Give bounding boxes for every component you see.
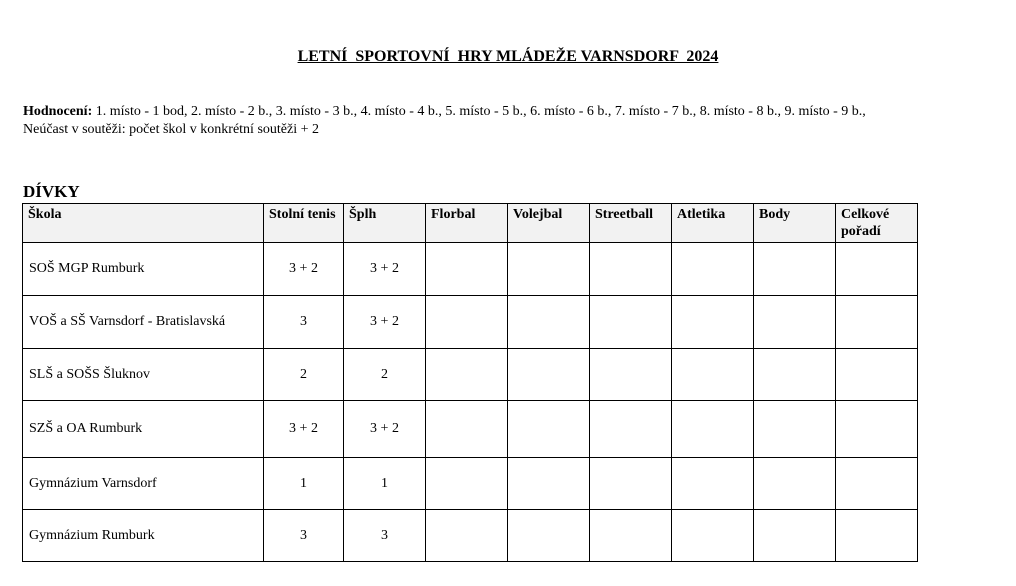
rules-label: Hodnocení: xyxy=(23,104,93,119)
rules-absence-text: Neúčast v soutěži: počet škol v konkrétní soutěži + 2 xyxy=(23,122,319,137)
rules-points-text: 1. místo - 1 bod, 2. místo - 2 b., 3. místo - 3 b., 4. místo - 4 b., 5. místo - 5 b., 6. místo - 6 b., 7. místo - 7 b., 8. místo - 8 b., 9. místo - 9 b., xyxy=(92,104,866,119)
table-row xyxy=(23,401,918,458)
cell-volleyball xyxy=(508,349,590,401)
cell-volleyball xyxy=(508,401,590,458)
table-row xyxy=(23,458,918,510)
cell-streetball xyxy=(590,510,672,562)
cell-floorball xyxy=(426,458,508,510)
cell-points xyxy=(754,458,836,510)
cell-rope-climb: 3 + 2 xyxy=(344,401,426,458)
table-row xyxy=(23,510,918,562)
cell-athletics xyxy=(672,349,754,401)
cell-rope-climb: 1 xyxy=(344,458,426,510)
section-title-girls: DÍVKY xyxy=(23,182,80,201)
results-table xyxy=(22,203,918,562)
cell-rope-climb: 2 xyxy=(344,349,426,401)
cell-athletics xyxy=(672,458,754,510)
school-name: Gymnázium Rumburk xyxy=(23,510,264,562)
cell-floorball xyxy=(426,296,508,349)
cell-streetball xyxy=(590,458,672,510)
cell-points xyxy=(754,296,836,349)
cell-athletics xyxy=(672,401,754,458)
school-name: SLŠ a SOŠS Šluknov xyxy=(23,349,264,401)
header-points: Body xyxy=(754,204,836,243)
cell-floorball xyxy=(426,401,508,458)
cell-streetball xyxy=(590,296,672,349)
cell-overall-rank xyxy=(836,458,918,510)
cell-rope-climb: 3 xyxy=(344,510,426,562)
table-row xyxy=(23,296,918,349)
cell-overall-rank xyxy=(836,401,918,458)
cell-athletics xyxy=(672,510,754,562)
cell-table-tennis: 3 xyxy=(264,296,344,349)
cell-points xyxy=(754,243,836,296)
header-school: Škola xyxy=(23,204,264,243)
school-name: VOŠ a SŠ Varnsdorf - Bratislavská xyxy=(23,296,264,349)
header-floorball: Florbal xyxy=(426,204,508,243)
header-rope-climb: Šplh xyxy=(344,204,426,243)
cell-floorball xyxy=(426,243,508,296)
cell-points xyxy=(754,349,836,401)
cell-overall-rank xyxy=(836,296,918,349)
cell-streetball xyxy=(590,243,672,296)
table-header-row xyxy=(23,204,918,243)
cell-floorball xyxy=(426,349,508,401)
cell-table-tennis: 3 xyxy=(264,510,344,562)
header-athletics: Atletika xyxy=(672,204,754,243)
header-table-tennis: Stolní tenis xyxy=(264,204,344,243)
cell-rope-climb: 3 + 2 xyxy=(344,296,426,349)
cell-volleyball xyxy=(508,510,590,562)
school-name: Gymnázium Varnsdorf xyxy=(23,458,264,510)
cell-volleyball xyxy=(508,243,590,296)
cell-table-tennis: 3 + 2 xyxy=(264,243,344,296)
cell-streetball xyxy=(590,401,672,458)
cell-athletics xyxy=(672,243,754,296)
cell-overall-rank xyxy=(836,243,918,296)
scoring-rules xyxy=(23,103,1003,139)
header-volleyball: Volejbal xyxy=(508,204,590,243)
cell-table-tennis: 3 + 2 xyxy=(264,401,344,458)
table-row xyxy=(23,243,918,296)
table-row xyxy=(23,349,918,401)
cell-rope-climb: 3 + 2 xyxy=(344,243,426,296)
cell-volleyball xyxy=(508,296,590,349)
cell-points xyxy=(754,401,836,458)
cell-volleyball xyxy=(508,458,590,510)
header-streetball: Streetball xyxy=(590,204,672,243)
header-overall-rank: Celkové pořadí xyxy=(836,204,918,243)
cell-overall-rank xyxy=(836,349,918,401)
cell-streetball xyxy=(590,349,672,401)
cell-table-tennis: 1 xyxy=(264,458,344,510)
cell-floorball xyxy=(426,510,508,562)
page-title: LETNÍ SPORTOVNÍ HRY MLÁDEŽE VARNSDORF 2024 xyxy=(297,48,719,65)
school-name: SZŠ a OA Rumburk xyxy=(23,401,264,458)
school-name: SOŠ MGP Rumburk xyxy=(23,243,264,296)
cell-athletics xyxy=(672,296,754,349)
cell-points xyxy=(754,510,836,562)
cell-table-tennis: 2 xyxy=(264,349,344,401)
cell-overall-rank xyxy=(836,510,918,562)
